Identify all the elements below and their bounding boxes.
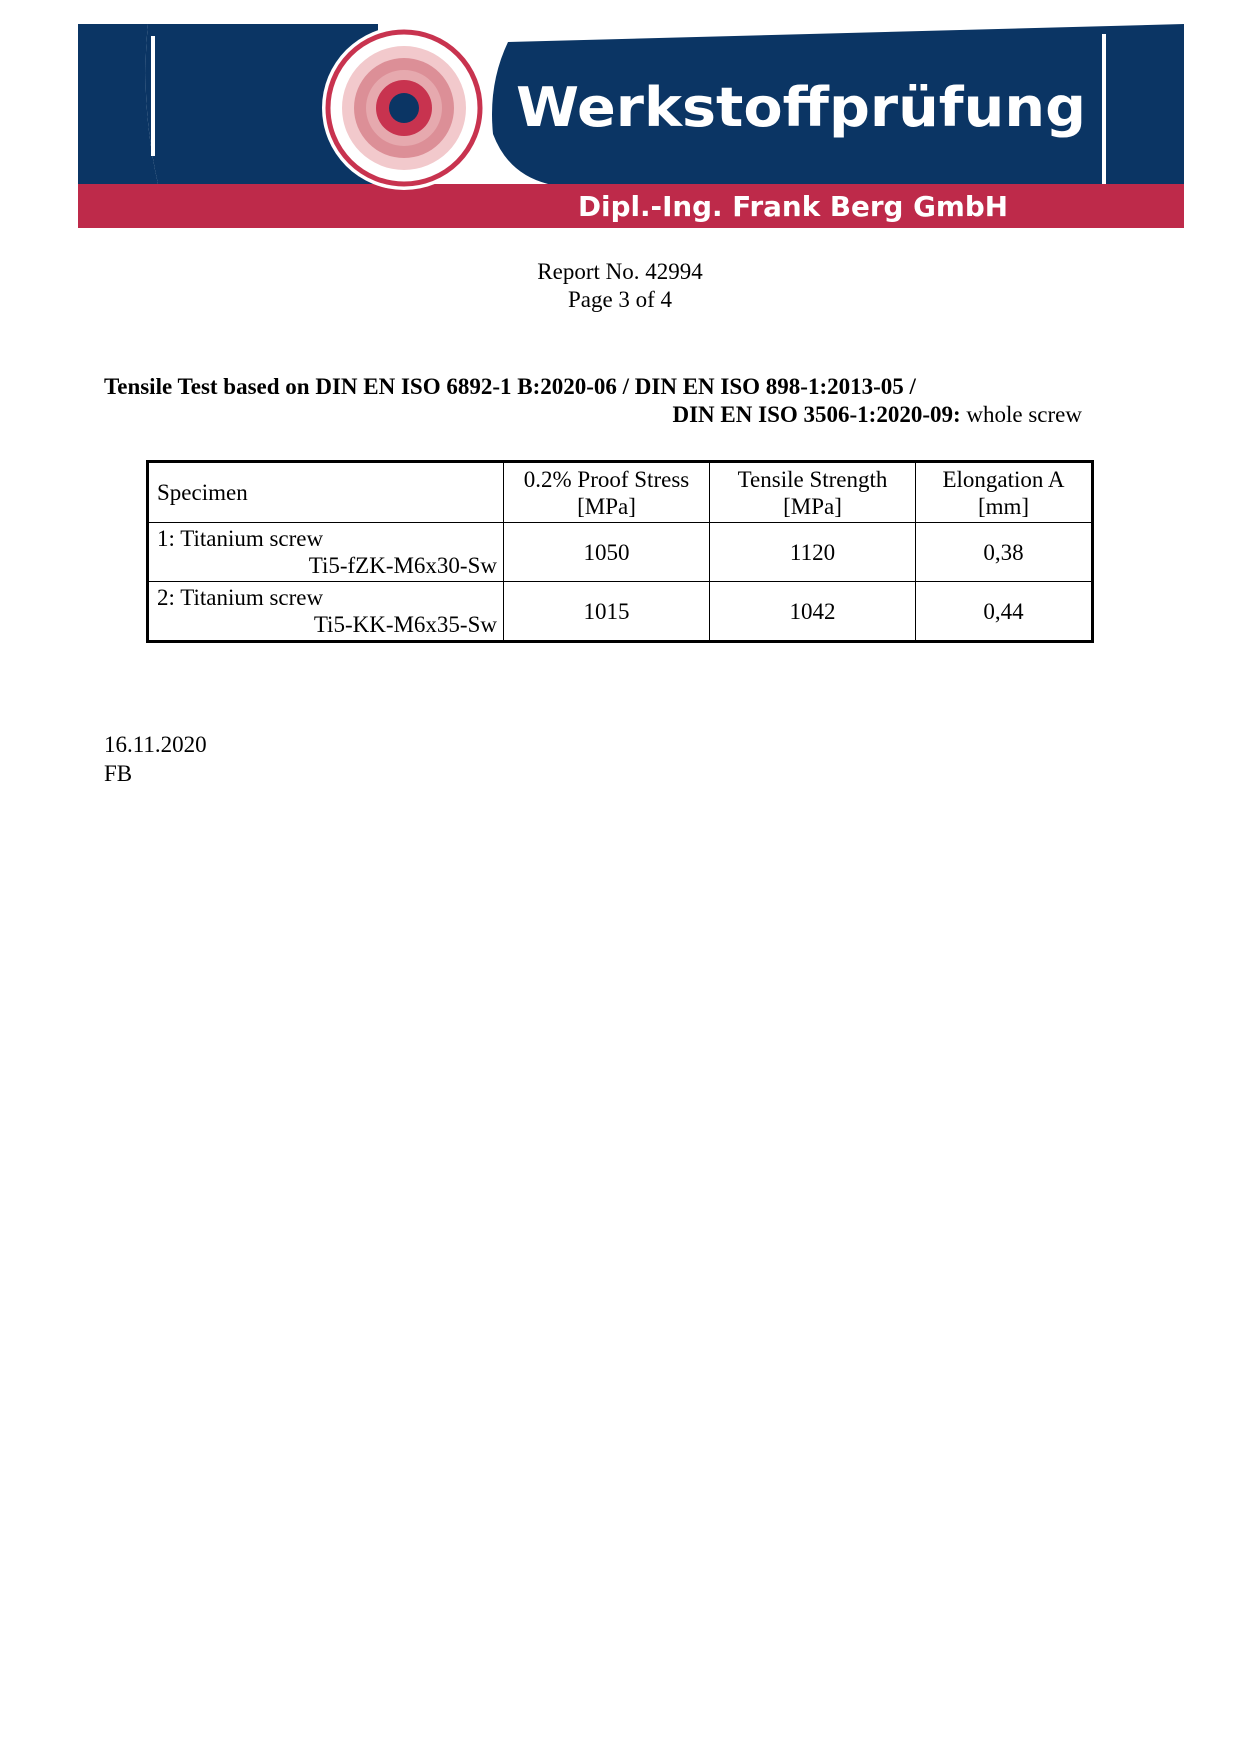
page-number: Page 3 of 4 — [567, 287, 673, 312]
header-elongation-unit: [mm] — [977, 493, 1030, 519]
tensile-strength-value: 1120 — [710, 523, 916, 582]
specimen-code: Ti5-fZK-M6x30-Sw — [308, 553, 497, 578]
elongation-value: 0,44 — [916, 582, 1093, 642]
standard-reference: DIN EN ISO 3506-1:2020-09: — [672, 402, 961, 427]
header-tensile-strength — [710, 462, 916, 523]
table-row — [148, 582, 1093, 642]
report-header — [0, 258, 1240, 314]
test-scope: whole screw — [960, 402, 1082, 427]
company-name: Werkstoffprüfung — [516, 76, 1086, 139]
header-specimen: Specimen — [148, 462, 504, 523]
specimen-name: 1: Titanium screw — [157, 526, 324, 551]
table-header-row — [148, 462, 1093, 523]
test-title-line1: Tensile Test based on DIN EN ISO 6892-1 B:2020-06 / DIN EN ISO 898-1:2013-05 / — [104, 374, 916, 399]
header-elongation — [916, 462, 1093, 523]
results-table — [146, 460, 1094, 643]
signature-block — [104, 730, 207, 788]
header-proof-stress-label: 0.2% Proof Stress — [523, 466, 690, 492]
specimen-name: 2: Titanium screw — [157, 585, 324, 610]
table-row — [148, 523, 1093, 582]
header-tensile-label: Tensile Strength — [737, 466, 888, 492]
header-proof-stress — [504, 462, 710, 523]
header-tensile-unit: [MPa] — [783, 493, 842, 519]
header-proof-stress-unit: [MPa] — [577, 493, 636, 519]
specimen-code: Ti5-KK-M6x35-Sw — [313, 612, 497, 637]
company-subtitle: Dipl.-Ing. Frank Berg GmbH — [578, 190, 1008, 223]
test-title-line2 — [104, 401, 1082, 429]
proof-stress-value: 1050 — [504, 523, 710, 582]
elongation-value: 0,38 — [916, 523, 1093, 582]
signer-initials: FB — [104, 761, 133, 786]
specimen-cell — [148, 582, 504, 642]
report-date: 16.11.2020 — [104, 732, 207, 757]
specimen-cell — [148, 523, 504, 582]
test-title — [104, 373, 1082, 429]
company-logo-banner — [78, 24, 1184, 228]
tensile-strength-value: 1042 — [710, 582, 916, 642]
proof-stress-value: 1015 — [504, 582, 710, 642]
header-elongation-label: Elongation A — [942, 466, 1065, 492]
report-number: Report No. 42994 — [537, 259, 703, 284]
